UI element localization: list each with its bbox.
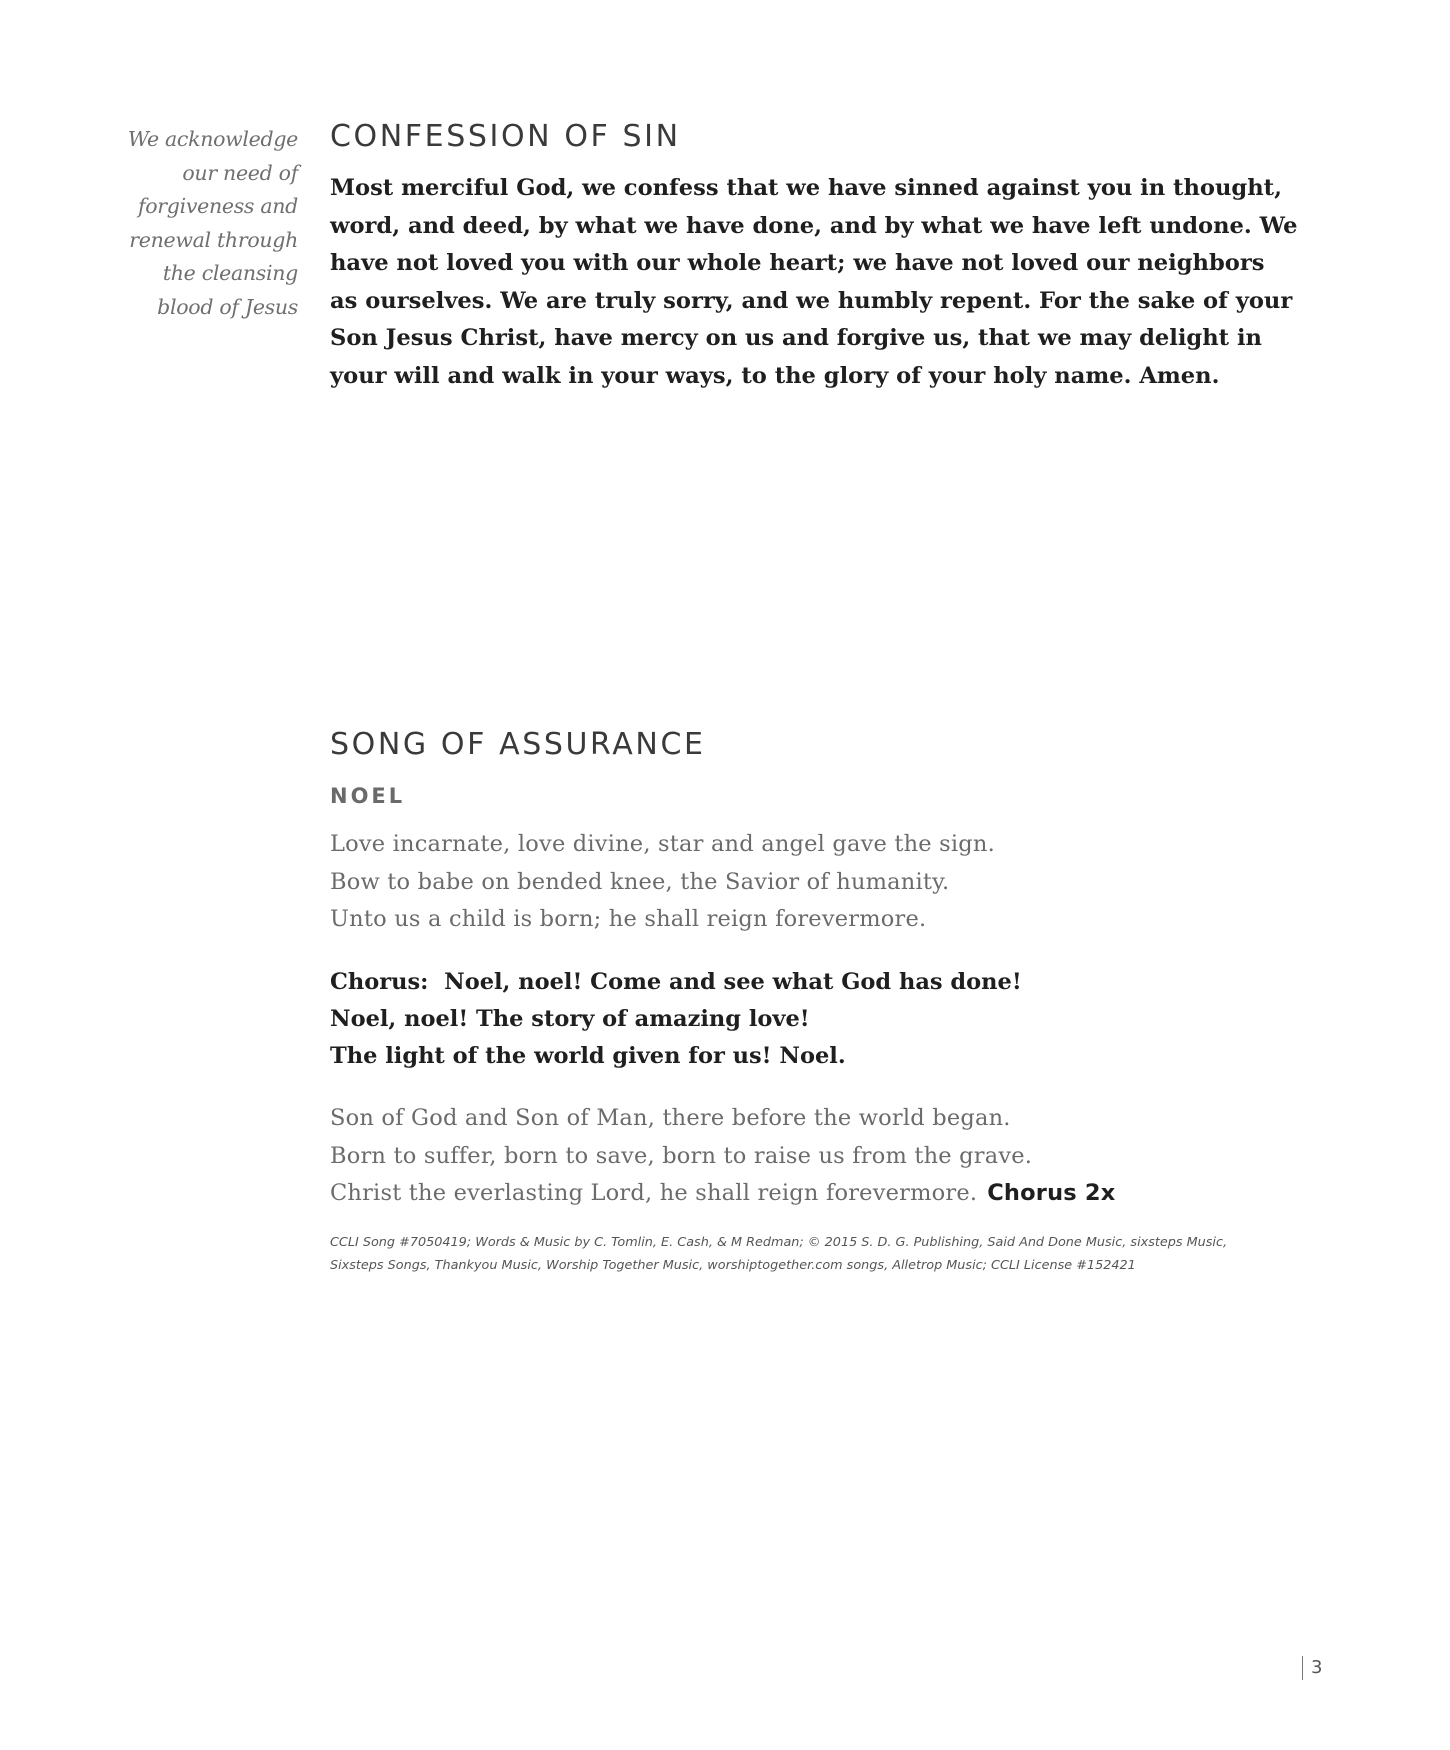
chorus-line: Noel, noel! The story of amazing love!	[330, 1006, 810, 1032]
page-number: 3	[1302, 1656, 1322, 1680]
sidenote-line: forgiveness and	[137, 194, 298, 218]
assurance-heading: SONG OF ASSURANCE	[330, 727, 706, 762]
sidenote-line: our need of	[182, 160, 298, 185]
sidenote	[100, 123, 298, 324]
tune-name: NOEL	[330, 784, 406, 808]
sidenote-line: renewal through	[129, 227, 298, 252]
prayer-line: Most merciful God, we confess that we have sinned against you in thought,	[330, 175, 1282, 201]
verse-line: Son of God and Son of Man, there before the world began.	[330, 1105, 1011, 1131]
chorus-repeat-label: Chorus 2x	[987, 1180, 1116, 1206]
verse-1	[330, 826, 1330, 939]
verse-line: Born to suffer, born to save, born to raise us from the grave.	[330, 1142, 1033, 1169]
verse-line: Unto us a child is born; he shall reign forevermore.	[330, 906, 927, 932]
confession-prayer	[330, 170, 1330, 395]
prayer-line: word, and deed, by what we have done, and by what we have left undone. We	[330, 212, 1298, 239]
sidenote-line: We acknowledge	[127, 127, 298, 151]
prayer-line: have not loved you with our whole heart; we have not loved our neighbors	[330, 250, 1265, 276]
verse-line: Love incarnate, love divine, star and angel gave the sign.	[330, 831, 995, 857]
prayer-line: your will and walk in your ways, to the glory of your holy name. Amen.	[330, 362, 1220, 389]
credit-line: CCLI Song #7050419; Words & Music by C. Tomlin, E. Cash, & M Redman; © 2015 S. D. G. Publishing, Said And Done Music, sixsteps Music,	[330, 1235, 1228, 1250]
sidenote-line: blood of Jesus	[157, 294, 298, 319]
verse-2	[330, 1100, 1330, 1213]
credit-line: Sixsteps Songs, Thankyou Music, Worship Together Music, worshiptogether.com songs, Alletrop Music; CCLI License #152421	[330, 1258, 1136, 1273]
confession-heading: CONFESSION OF SIN	[330, 119, 681, 154]
sidenote-line: the cleansing	[162, 261, 298, 285]
prayer-line: Son Jesus Christ, have mercy on us and forgive us, that we may delight in	[330, 325, 1262, 351]
verse-line: Bow to babe on bended knee, the Savior of humanity.	[330, 868, 950, 895]
chorus	[330, 964, 1330, 1075]
verse-line: Christ the everlasting Lord, he shall reign forevermore.	[330, 1180, 978, 1206]
chorus-line: Chorus: Noel, noel! Come and see what God has done!	[330, 969, 1022, 995]
chorus-line: The light of the world given for us! Noel.	[330, 1043, 846, 1069]
prayer-line: as ourselves. We are truly sorry, and we humbly repent. For the sake of your	[330, 287, 1293, 314]
copyright-credit	[330, 1231, 1330, 1277]
verse-line-with-repeat	[330, 1175, 1330, 1213]
